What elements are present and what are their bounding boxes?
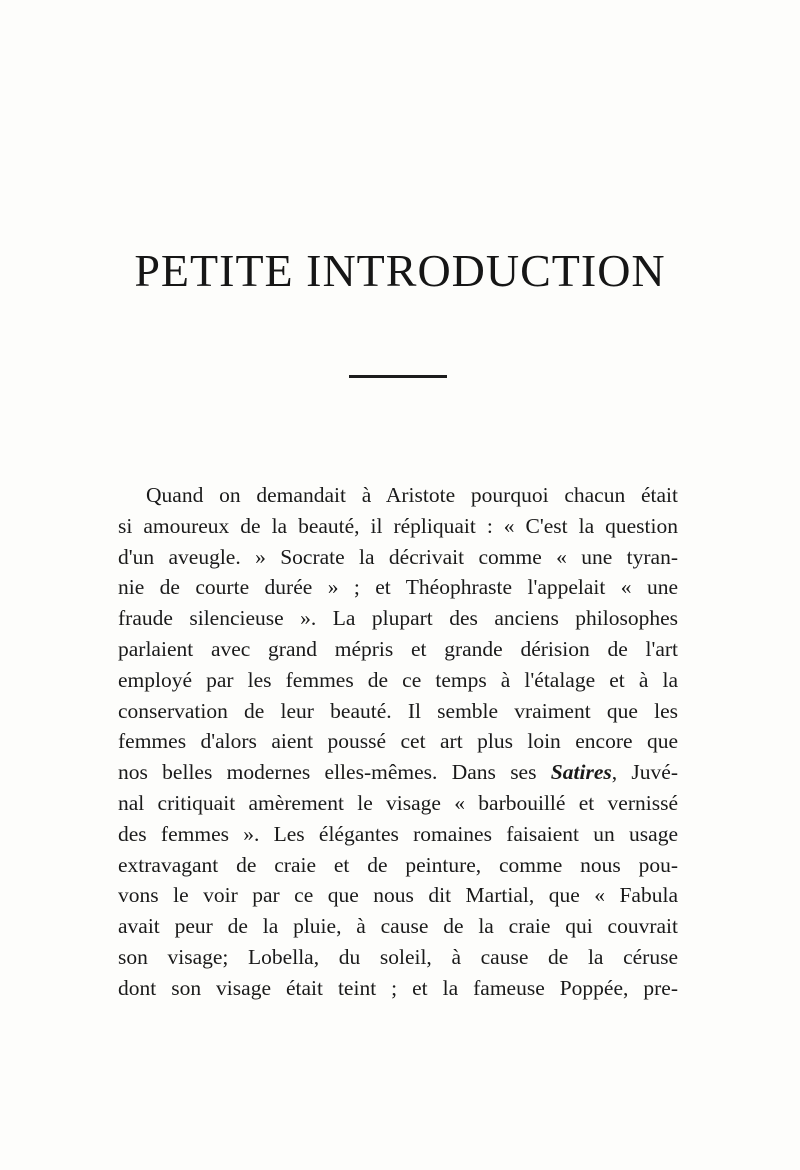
page-title: PETITE INTRODUCTION bbox=[134, 245, 666, 296]
text-line: vons le voir par ce que nous dit Martial, que « Fabula bbox=[118, 883, 678, 908]
text-line: Quand on demandait à Aristote pourquoi chacun était bbox=[146, 483, 678, 507]
text-line: dont son visage était teint ; et la fameuse Poppée, pre- bbox=[118, 975, 678, 1000]
text-line: avait peur de la pluie, à cause de la craie qui couvrait bbox=[118, 914, 678, 939]
text-line: femmes d'alors aient poussé cet art plus loin encore que bbox=[118, 729, 678, 754]
text-line: d'un aveugle. » Socrate la décrivait comme « une tyran- bbox=[118, 544, 678, 569]
text-line: son visage; Lobella, du soleil, à cause de la céruse bbox=[118, 944, 678, 969]
text-line bbox=[118, 757, 678, 788]
title-divider bbox=[349, 375, 447, 378]
text-line: fraude silencieuse ». La plupart des anciens philosophes bbox=[118, 606, 678, 631]
text-line: extravagant de craie et de peinture, comme nous pou- bbox=[118, 852, 678, 877]
text-line: nal critiquait amèrement le visage « barbouillé et vernissé bbox=[118, 790, 678, 815]
paragraph-body bbox=[118, 480, 678, 1004]
text-line: employé par les femmes de ce temps à l'étalage et à la bbox=[118, 667, 678, 692]
text-line-end: , Juvé- bbox=[611, 760, 678, 785]
text-line: conservation de leur beauté. Il semble vraiment que les bbox=[118, 698, 678, 723]
text-line: si amoureux de la beauté, il répliquait : « C'est la question bbox=[118, 513, 678, 538]
text-line: des femmes ». Les élégantes romaines faisaient un usage bbox=[118, 821, 678, 846]
italic-title-satires: Satires bbox=[550, 760, 612, 785]
text-line-start: nos belles modernes elles-mêmes. Dans ses bbox=[118, 760, 551, 785]
text-line: parlaient avec grand mépris et grande dérision de l'art bbox=[118, 636, 678, 661]
text-line: nie de courte durée » ; et Théophraste l'appelait « une bbox=[118, 575, 678, 600]
